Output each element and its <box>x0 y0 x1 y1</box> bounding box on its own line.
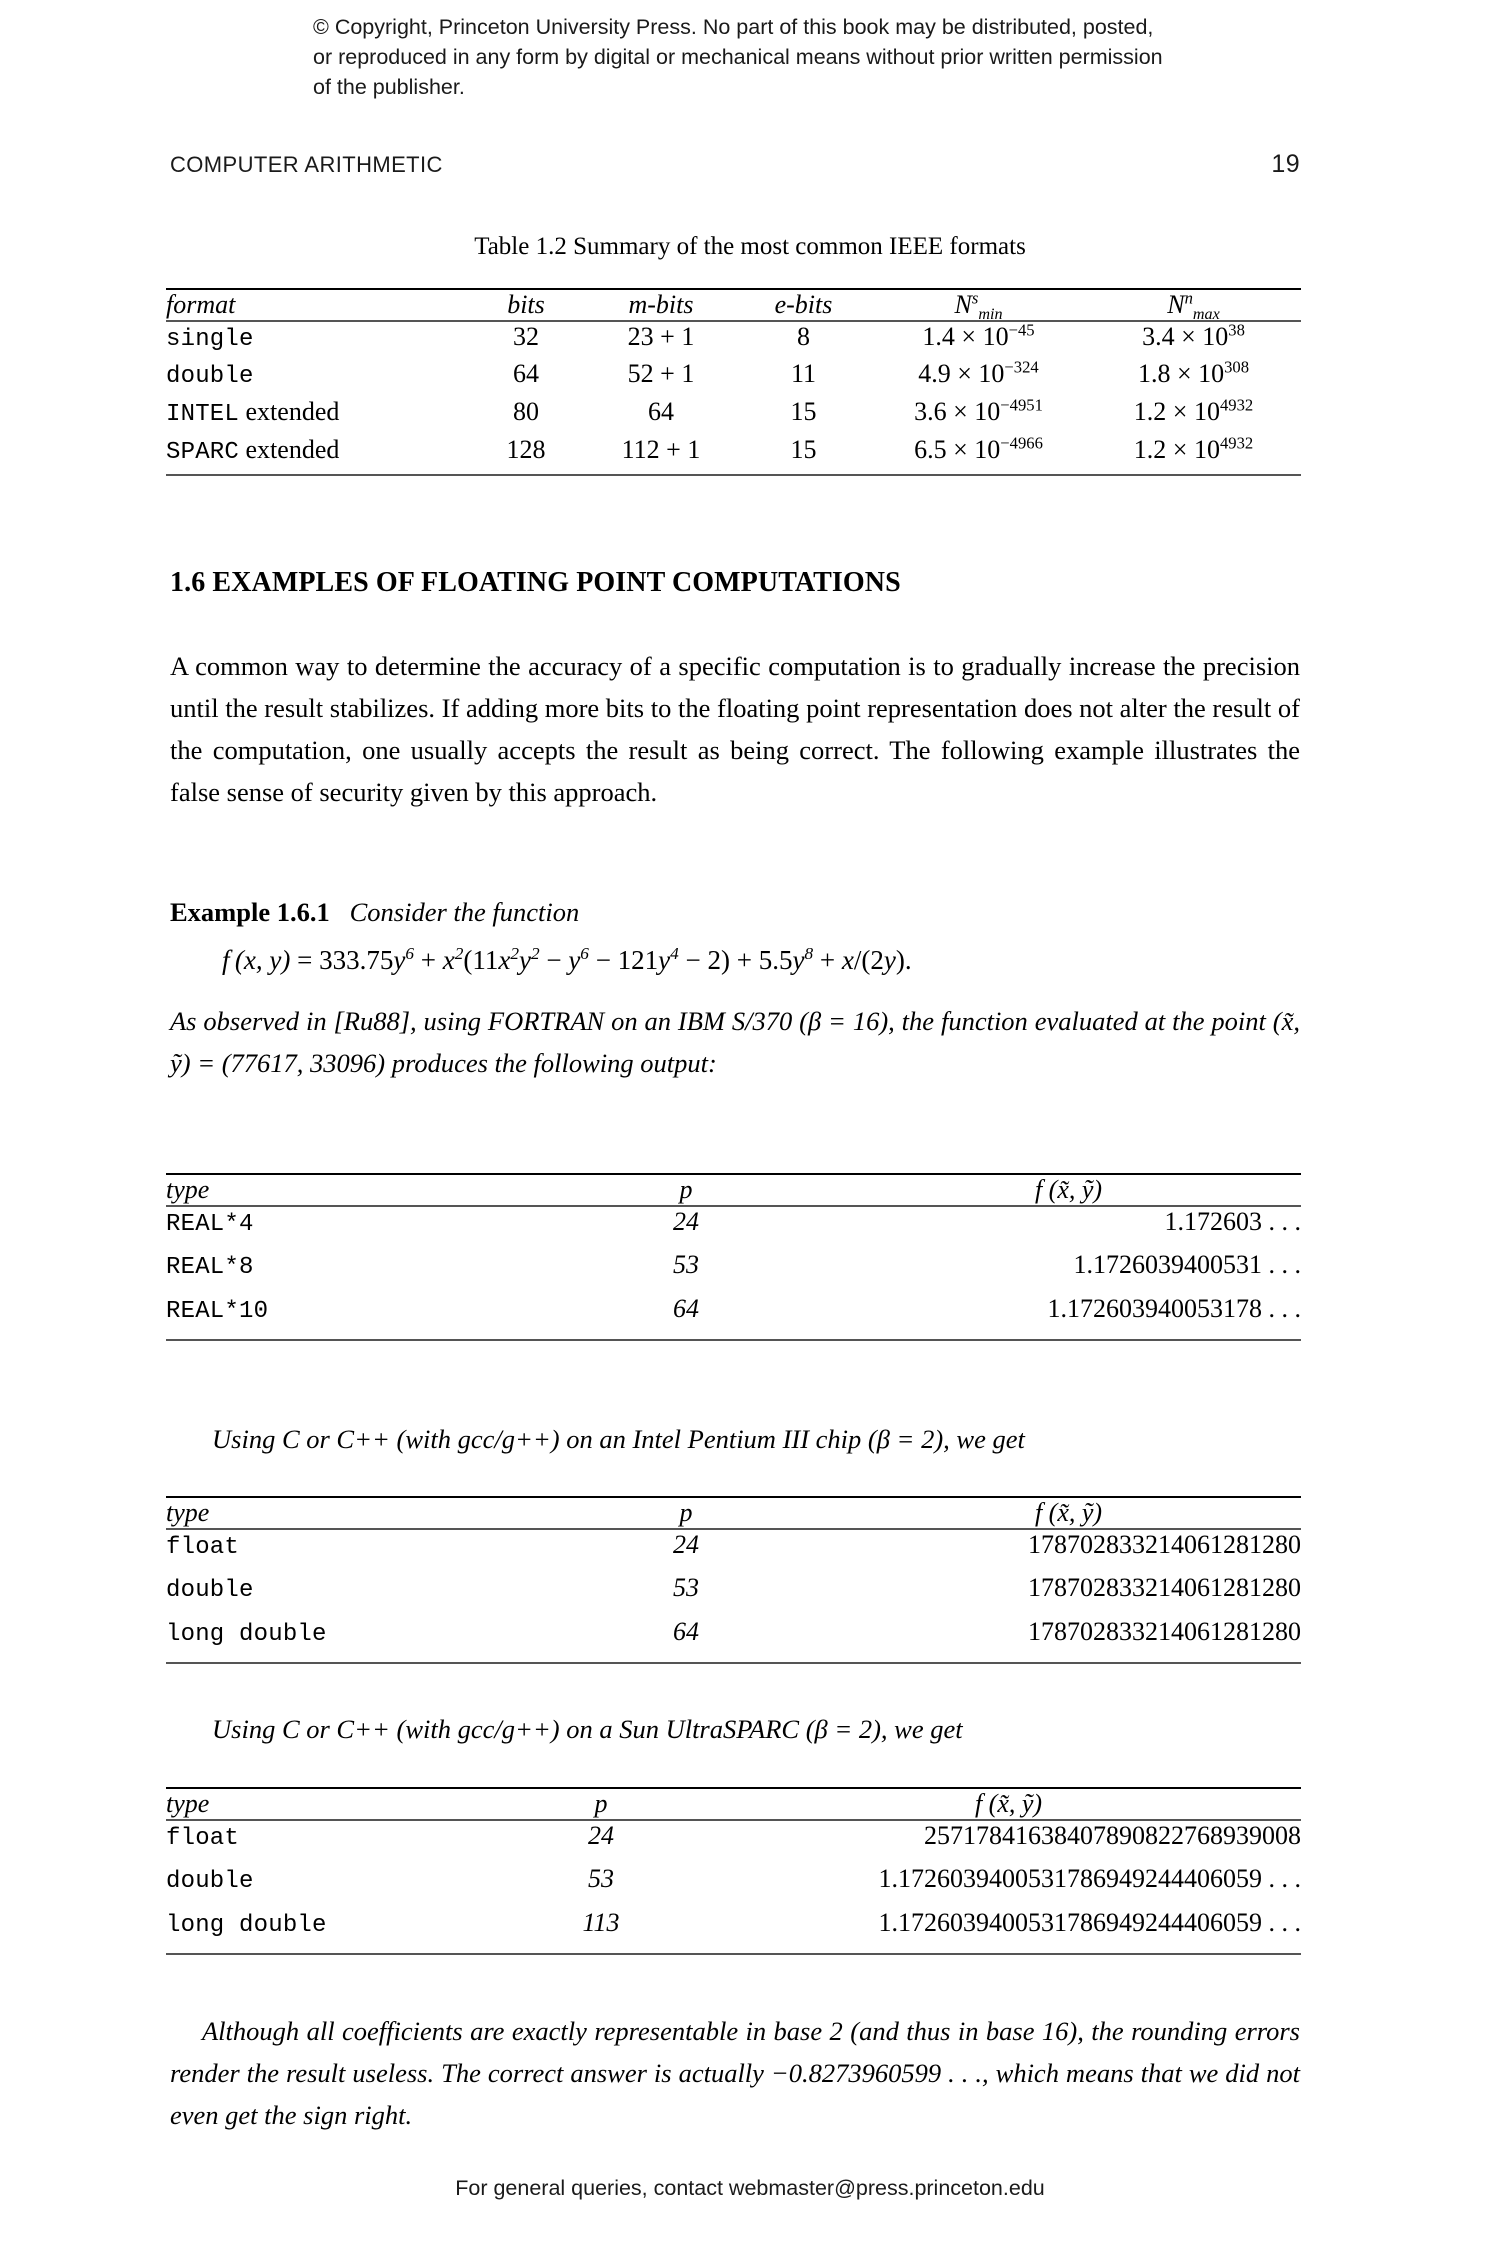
cell-mbits: 23 + 1 <box>627 322 695 351</box>
cell-value: 1.172603 . . . <box>1164 1207 1301 1236</box>
table-row <box>166 435 1301 475</box>
running-head-title: COMPUTER ARITHMETIC <box>170 152 443 177</box>
example-label: Example 1.6.1 <box>170 897 330 927</box>
nmin-mantissa: 3.6 × 10 <box>914 397 1001 426</box>
caption-sparc: Using C or C++ (with gcc/g++) on a Sun UltraSPARC (β = 2), we get <box>212 1714 963 1744</box>
cell-bits: 128 <box>466 435 586 475</box>
running-head <box>170 150 1300 179</box>
cell-p: 53 <box>673 1250 699 1279</box>
cell-nmax <box>1086 397 1301 435</box>
cell-nmin <box>871 435 1086 475</box>
caption-intel: Using C or C++ (with gcc/g++) on an Intel Pentium III chip (β = 2), we get <box>212 1424 1025 1454</box>
cell-p: 53 <box>673 1573 699 1602</box>
table-row <box>166 1529 1301 1573</box>
cell-bits: 32 <box>513 322 539 351</box>
cell-nmin <box>871 321 1086 359</box>
cell-p: 64 <box>536 1294 836 1340</box>
table-row <box>166 1617 1301 1663</box>
nmax-exponent: 38 <box>1228 320 1245 340</box>
cell-value: 1.1726039400531 . . . <box>1073 1250 1301 1279</box>
nmin-exponent: −4951 <box>1000 395 1043 415</box>
table-header-row <box>166 1174 1301 1206</box>
cell-type: long double <box>166 1617 536 1663</box>
cell-value: 178702833214061281280 <box>1028 1530 1301 1559</box>
example-leadin: Consider the function <box>349 897 580 927</box>
cell-nmin <box>871 359 1086 397</box>
cell-type: float <box>166 1534 240 1561</box>
copyright-notice: © Copyright, Princeton University Press. No part of this book may be distributed, posted, or reproduced in any form by digital or mechanical means without prior written permission of the publisher. <box>313 15 1163 99</box>
table-row <box>166 1294 1301 1340</box>
intro-paragraph: A common way to determine the accuracy of a specific computation is to gradually increase the precision until the result stabilizes. If adding more bits to the floating point representation does not alter the result of the computation, one usually accepts the result as being correct. The following example illustrates the false sense of security given by this approach. <box>170 651 1300 807</box>
col-p: p <box>486 1788 716 1820</box>
cell-value: 1.1726039400531786949244406059 . . . <box>716 1908 1301 1954</box>
table-1-2-caption: Table 1.2 Summary of the most common IEEE formats <box>474 233 1026 260</box>
cell-p: 53 <box>588 1864 614 1893</box>
nmin-exponent: −4966 <box>1000 433 1043 453</box>
table-row <box>166 1250 1301 1294</box>
cell-p: 24 <box>673 1207 699 1236</box>
table-header-row <box>166 1497 1301 1529</box>
table-1-2-col-nmax <box>1086 288 1301 324</box>
cell-bits: 64 <box>513 359 539 388</box>
nmax-exponent: 4932 <box>1219 395 1254 415</box>
cell-format: single <box>166 326 254 353</box>
table-row <box>166 359 1301 397</box>
cell-value: 1.1726039400531786949244406059 . . . <box>878 1864 1301 1893</box>
cell-nmax <box>1086 321 1301 359</box>
nmax-mantissa: 1.8 × 10 <box>1137 359 1225 388</box>
nmax-symbol: N <box>1167 290 1185 319</box>
cell-p: 24 <box>673 1530 699 1559</box>
cell-type: float <box>166 1825 240 1852</box>
table-1-2-header-row <box>166 289 1301 321</box>
table-1-2 <box>166 288 1301 476</box>
page-number: 19 <box>1271 150 1300 178</box>
col-type: type <box>166 1788 486 1820</box>
nmin-mantissa: 6.5 × 10 <box>914 435 1001 464</box>
cell-value: 178702833214061281280 <box>836 1617 1301 1663</box>
table-1-2-col-ebits: e-bits <box>736 289 871 321</box>
table-row <box>166 397 1301 435</box>
cell-type: REAL*10 <box>166 1294 536 1340</box>
nmin-sub: min <box>978 306 1003 324</box>
nmax-exponent: 4932 <box>1219 433 1254 453</box>
cell-bits: 80 <box>513 397 539 426</box>
page-footer: For general queries, contact webmaster@press.princeton.edu <box>455 2176 1045 2200</box>
table-row <box>166 1206 1301 1250</box>
col-fxy: f (x̃, ỹ) <box>836 1497 1301 1529</box>
cell-ebits: 15 <box>736 435 871 475</box>
cell-mbits: 52 + 1 <box>627 359 695 388</box>
nmax-sup: n <box>1184 288 1193 308</box>
col-p: p <box>536 1497 836 1529</box>
nmin-sup: s <box>971 288 979 308</box>
nmax-mantissa: 1.2 × 10 <box>1133 397 1220 426</box>
cell-nmax <box>1086 359 1301 397</box>
table-sparc-results <box>166 1787 1301 1955</box>
nmin-mantissa: 1.4 × 10 <box>922 322 1009 351</box>
col-p: p <box>536 1174 836 1206</box>
cell-format: double <box>166 363 254 390</box>
nmin-mantissa: 4.9 × 10 <box>918 359 1005 388</box>
table-1-2-col-nmin <box>871 288 1086 324</box>
cell-format-rest: extended <box>239 397 340 426</box>
cell-value: 1.172603940053178 . . . <box>836 1294 1301 1340</box>
col-type: type <box>166 1174 536 1206</box>
nmin-symbol: N <box>954 290 972 319</box>
table-intel-results <box>166 1496 1301 1664</box>
cell-value: 178702833214061281280 <box>1028 1573 1301 1602</box>
table-header-row <box>166 1788 1301 1820</box>
cell-type: double <box>166 1868 254 1895</box>
cell-format-mono: SPARC <box>166 439 240 466</box>
cell-type: long double <box>166 1908 486 1954</box>
cell-p: 24 <box>588 1821 614 1850</box>
section-heading: 1.6 EXAMPLES OF FLOATING POINT COMPUTATIONS <box>170 567 901 598</box>
cell-p: 64 <box>536 1617 836 1663</box>
table-row <box>166 1908 1301 1954</box>
table-1-2-col-format: format <box>166 289 466 321</box>
example-heading <box>170 897 579 928</box>
cell-ebits: 15 <box>790 397 817 426</box>
col-fxy: f (x̃, ỹ) <box>836 1174 1301 1206</box>
cell-type: double <box>166 1577 254 1604</box>
cell-nmax <box>1086 435 1301 475</box>
cell-ebits: 11 <box>790 359 817 388</box>
table-row <box>166 1820 1301 1864</box>
nmax-mantissa: 3.4 × 10 <box>1142 322 1229 351</box>
cell-format-mono: INTEL <box>166 401 240 428</box>
cell-value: 25717841638407890822768939008 <box>924 1821 1301 1850</box>
col-type: type <box>166 1497 536 1529</box>
table-1-2-col-bits: bits <box>466 289 586 321</box>
cell-mbits: 64 <box>648 397 674 426</box>
table-1-2-col-mbits: m-bits <box>586 289 736 321</box>
cell-p: 113 <box>486 1908 716 1954</box>
nmin-exponent: −45 <box>1008 320 1035 340</box>
cell-format <box>166 397 466 435</box>
nmax-sub: max <box>1192 306 1220 324</box>
cell-type: REAL*8 <box>166 1254 254 1281</box>
table-fortran-results <box>166 1173 1301 1341</box>
table-row <box>166 1864 1301 1908</box>
col-fxy: f (x̃, ỹ) <box>716 1788 1301 1820</box>
example-formula: f (x, $y) = 333.75y^6 + x^2(11x^2y^2 - y^6 - 121y^4 - 2) + 5.5y^8 + x/(2y)$. <box>222 944 912 975</box>
example-observation: As observed in [Ru88], using FORTRAN on an IBM S/370 (β = 16), the function evaluated at the point (x̃, ỹ) = (77617, 33096) produces the following output: <box>170 1006 1300 1078</box>
cell-format <box>166 435 466 475</box>
cell-nmin <box>871 397 1086 435</box>
cell-ebits: 8 <box>797 322 810 351</box>
nmax-exponent: 308 <box>1224 357 1250 377</box>
cell-mbits: 112 + 1 <box>586 435 736 475</box>
cell-type: REAL*4 <box>166 1211 254 1238</box>
table-row <box>166 321 1301 359</box>
nmax-mantissa: 1.2 × 10 <box>1133 435 1220 464</box>
nmin-exponent: −324 <box>1004 357 1039 377</box>
table-row <box>166 1573 1301 1617</box>
cell-format-rest: extended <box>239 435 340 464</box>
closing-paragraph: Although all coefficients are exactly representable in base 2 (and thus in base 16), the rounding errors render the result useless. The correct answer is actually −0.8273960599 . . ., which means that we did not even get the sign right. <box>170 2016 1300 2130</box>
